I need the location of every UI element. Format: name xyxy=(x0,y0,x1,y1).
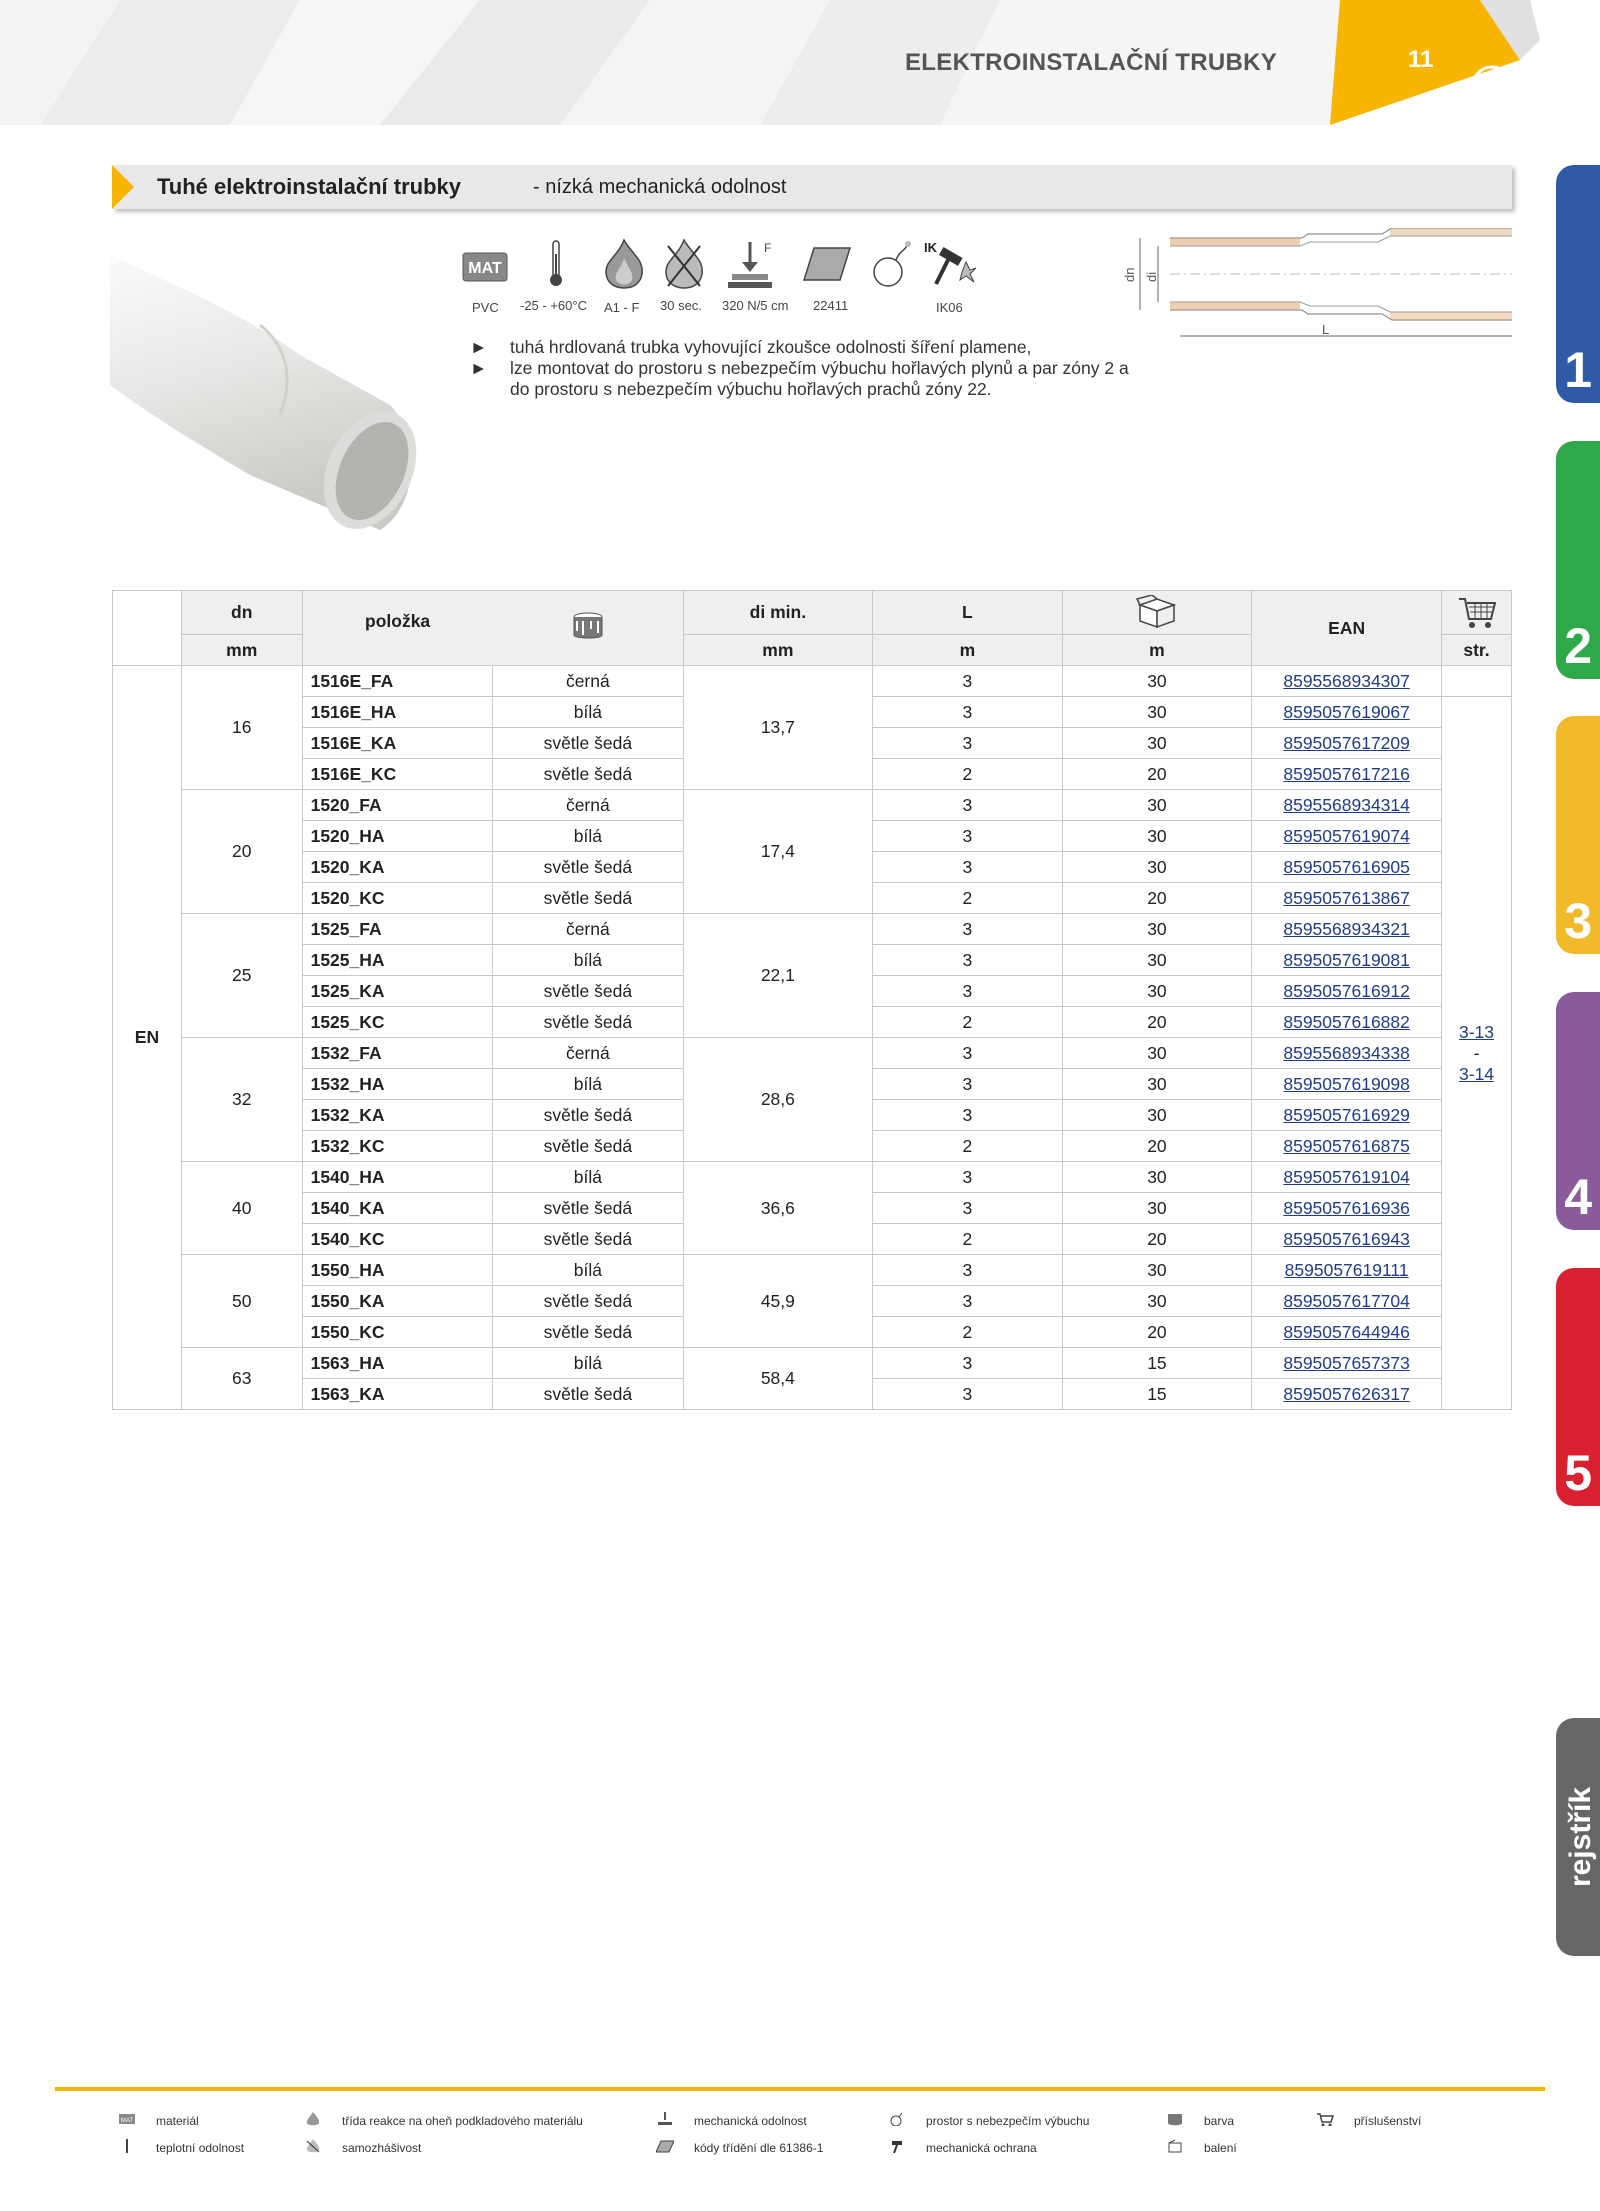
color-cell: světle šedá xyxy=(493,1193,684,1224)
color-cell: světle šedá xyxy=(493,759,684,790)
dn-cell: 50 xyxy=(181,1255,302,1348)
ean-link[interactable]: 8595057617209 xyxy=(1283,732,1410,753)
color-cell: světle šedá xyxy=(493,1224,684,1255)
prop-label-impact: IK06 xyxy=(936,300,963,315)
corner-cell xyxy=(113,591,182,666)
classification-icon xyxy=(802,246,852,284)
ean-link[interactable]: 8595057619098 xyxy=(1283,1073,1410,1094)
ean-link[interactable]: 8595057619081 xyxy=(1283,949,1410,970)
ean-link[interactable]: 8595568934338 xyxy=(1283,1042,1410,1063)
length-cell: 3 xyxy=(873,821,1063,852)
ean-link[interactable]: 8595568934314 xyxy=(1283,794,1410,815)
dn-cell: 16 xyxy=(181,666,302,790)
item-code: 1540_HA xyxy=(302,1162,493,1193)
ean-link[interactable]: 8595057616875 xyxy=(1283,1135,1410,1156)
cart-icon xyxy=(1316,2112,1334,2126)
item-code: 1563_KA xyxy=(302,1379,493,1410)
color-cell: černá xyxy=(493,790,684,821)
self-extinguish-icon xyxy=(304,2139,322,2153)
pack-cell: 20 xyxy=(1062,1224,1252,1255)
item-code: 1532_HA xyxy=(302,1069,493,1100)
ean-link[interactable]: 8595568934307 xyxy=(1283,670,1410,691)
ean-cell xyxy=(1252,1255,1442,1286)
ean-cell xyxy=(1252,1069,1442,1100)
length-cell: 3 xyxy=(873,790,1063,821)
page-header-title: ELEKTROINSTALAČNÍ TRUBKY xyxy=(905,49,1278,76)
length-cell: 3 xyxy=(873,1193,1063,1224)
table-row xyxy=(113,1162,1512,1193)
paint-icon xyxy=(571,611,605,641)
ean-cell xyxy=(1252,945,1442,976)
di-cell: 58,4 xyxy=(683,1348,873,1410)
header-di: di min. xyxy=(683,591,873,635)
table-row xyxy=(113,666,1512,697)
ean-cell xyxy=(1252,1317,1442,1348)
color-cell: bílá xyxy=(493,821,684,852)
length-cell: 3 xyxy=(873,976,1063,1007)
item-code: 1540_KC xyxy=(302,1224,493,1255)
ean-link[interactable]: 8595057644946 xyxy=(1283,1321,1410,1342)
header-L: L xyxy=(873,591,1063,635)
feature-item: ► tuhá hrdlovaná trubka vyhovující zkoušce odolnosti šíření plamene, xyxy=(470,337,1032,357)
mat-icon xyxy=(462,252,508,282)
legend-label: samozhášivost xyxy=(342,2141,422,2155)
feature-list xyxy=(470,337,1150,400)
color-cell: bílá xyxy=(493,1348,684,1379)
table-row xyxy=(113,914,1512,945)
di-cell: 22,1 xyxy=(683,914,873,1038)
prop-label-fire-class: A1 - F xyxy=(604,300,640,315)
color-cell: bílá xyxy=(493,1255,684,1286)
self-extinguish-icon xyxy=(662,238,706,290)
ean-cell xyxy=(1252,1224,1442,1255)
legend-label: prostor s nebezpečím výbuchu xyxy=(926,2114,1090,2128)
tab-chapter-1[interactable]: 1 xyxy=(1556,165,1600,403)
item-code: 1516E_KC xyxy=(302,759,493,790)
dn-cell: 20 xyxy=(181,790,302,914)
pack-cell: 30 xyxy=(1062,728,1252,759)
unit-di: mm xyxy=(683,635,873,666)
length-cell: 3 xyxy=(873,1286,1063,1317)
pack-cell: 30 xyxy=(1062,1100,1252,1131)
svg-text:MAT: MAT xyxy=(468,260,502,277)
color-cell: černá xyxy=(493,914,684,945)
color-cell: bílá xyxy=(493,697,684,728)
unit-pack: m xyxy=(1062,635,1252,666)
hammer-icon xyxy=(922,238,976,290)
compression-icon xyxy=(656,2112,674,2126)
pack-cell: 30 xyxy=(1062,1162,1252,1193)
ean-link[interactable]: 8595057619074 xyxy=(1283,825,1410,846)
length-cell: 3 xyxy=(873,914,1063,945)
feature-item: ► lze montovat do prostoru s nebezpečím výbuchu hořlavých plynů a par zóny 2 a do prostoru s nebezpečím výbuchu hořlavých prachů zóny 22. xyxy=(470,358,1129,399)
color-cell: světle šedá xyxy=(493,1007,684,1038)
pack-cell: 30 xyxy=(1062,1069,1252,1100)
length-cell: 2 xyxy=(873,1317,1063,1348)
product-photo xyxy=(110,245,440,555)
ean-link[interactable]: 8595057613867 xyxy=(1283,887,1410,908)
item-code: 1520_KC xyxy=(302,883,493,914)
prop-label-temperature: -25 - +60°C xyxy=(520,298,587,313)
item-code: 1525_HA xyxy=(302,945,493,976)
pack-cell: 30 xyxy=(1062,945,1252,976)
drawing-label-di: di xyxy=(1144,271,1159,282)
pack-cell: 15 xyxy=(1062,1348,1252,1379)
item-code: 1563_HA xyxy=(302,1348,493,1379)
pack-cell: 30 xyxy=(1062,1255,1252,1286)
bullet-arrow-icon: ► xyxy=(470,337,488,357)
ean-cell xyxy=(1252,1379,1442,1410)
table-body xyxy=(113,666,1512,1410)
flame-icon xyxy=(602,238,646,290)
table-row xyxy=(113,790,1512,821)
color-cell: bílá xyxy=(493,1069,684,1100)
color-cell: světle šedá xyxy=(493,1131,684,1162)
di-cell: 17,4 xyxy=(683,790,873,914)
legend-label: balení xyxy=(1204,2141,1237,2155)
length-cell: 2 xyxy=(873,1224,1063,1255)
svg-text:F: F xyxy=(764,241,772,255)
unit-str: str. xyxy=(1442,635,1512,666)
ean-cell xyxy=(1252,1286,1442,1317)
color-cell: černá xyxy=(493,666,684,697)
item-code: 1550_KA xyxy=(302,1286,493,1317)
header-accessories xyxy=(1442,591,1512,635)
pack-cell: 30 xyxy=(1062,1286,1252,1317)
pack-cell: 30 xyxy=(1062,914,1252,945)
ean-cell xyxy=(1252,914,1442,945)
di-cell: 36,6 xyxy=(683,1162,873,1255)
item-code: 1516E_KA xyxy=(302,728,493,759)
item-code: 1520_KA xyxy=(302,852,493,883)
flame-icon xyxy=(304,2112,322,2126)
str-cell-empty xyxy=(1442,666,1512,697)
ean-link[interactable]: 8595568934321 xyxy=(1283,918,1410,939)
item-code: 1540_KA xyxy=(302,1193,493,1224)
header-item: položka xyxy=(302,591,683,666)
ean-link[interactable]: 8595057617704 xyxy=(1283,1290,1410,1311)
pack-cell: 30 xyxy=(1062,666,1252,697)
legend-label: třída reakce na oheň podkladového materiálu xyxy=(342,2114,583,2128)
item-code: 1550_KC xyxy=(302,1317,493,1348)
svg-text:IK: IK xyxy=(924,240,937,255)
pack-cell: 20 xyxy=(1062,1007,1252,1038)
di-cell: 13,7 xyxy=(683,666,873,790)
length-cell: 3 xyxy=(873,1255,1063,1286)
item-code: 1532_KC xyxy=(302,1131,493,1162)
str-cell xyxy=(1442,697,1512,1410)
ean-link[interactable]: 8595057619067 xyxy=(1283,701,1410,722)
legend-label: příslušenství xyxy=(1354,2114,1422,2128)
compression-icon xyxy=(724,238,776,290)
ean-cell xyxy=(1252,1131,1442,1162)
pack-cell: 30 xyxy=(1062,821,1252,852)
thermometer-icon xyxy=(118,2139,136,2153)
table-row xyxy=(113,1038,1512,1069)
ean-link[interactable]: 8595057619104 xyxy=(1283,1166,1410,1187)
length-cell: 2 xyxy=(873,1007,1063,1038)
section-title: Tuhé elektroinstalační trubky xyxy=(157,174,462,199)
dn-cell: 32 xyxy=(181,1038,302,1162)
ean-cell xyxy=(1252,697,1442,728)
box-icon xyxy=(1166,2139,1184,2153)
length-cell: 3 xyxy=(873,1162,1063,1193)
pack-cell: 30 xyxy=(1062,1193,1252,1224)
legend-label: kódy třídění dle 61386-1 xyxy=(694,2141,824,2155)
table-row xyxy=(113,1348,1512,1379)
unit-L: m xyxy=(873,635,1063,666)
pack-cell: 30 xyxy=(1062,976,1252,1007)
cart-icon xyxy=(1457,595,1497,629)
section-subtitle: - nízká mechanická odolnost xyxy=(533,176,787,198)
ean-link[interactable]: 8595057616912 xyxy=(1283,980,1410,1001)
ean-cell xyxy=(1252,1162,1442,1193)
bomb-icon xyxy=(888,2112,906,2126)
ean-cell xyxy=(1252,790,1442,821)
color-cell: černá xyxy=(493,1038,684,1069)
pack-cell: 20 xyxy=(1062,1131,1252,1162)
prop-label-material: PVC xyxy=(472,300,499,315)
ean-cell xyxy=(1252,1348,1442,1379)
pack-cell: 20 xyxy=(1062,883,1252,914)
pack-cell: 20 xyxy=(1062,1317,1252,1348)
ean-link[interactable]: 8595057617216 xyxy=(1283,763,1410,784)
bullet-arrow-icon: ► xyxy=(470,358,488,378)
technical-drawing xyxy=(1120,228,1512,340)
unit-dn: mm xyxy=(181,635,302,666)
color-cell: světle šedá xyxy=(493,1286,684,1317)
color-cell: světle šedá xyxy=(493,852,684,883)
ean-link[interactable]: 8595057616882 xyxy=(1283,1011,1410,1032)
section-arrow-icon xyxy=(112,165,134,209)
box-icon xyxy=(1136,595,1178,629)
header-dn: dn xyxy=(181,591,302,635)
length-cell: 3 xyxy=(873,728,1063,759)
color-cell: světle šedá xyxy=(493,883,684,914)
table-row xyxy=(113,1255,1512,1286)
length-cell: 2 xyxy=(873,883,1063,914)
di-cell: 28,6 xyxy=(683,1038,873,1162)
ean-link[interactable]: 8595057616929 xyxy=(1283,1104,1410,1125)
length-cell: 3 xyxy=(873,1100,1063,1131)
str-link-to[interactable]: 3-14 xyxy=(1459,1063,1495,1084)
pack-cell: 30 xyxy=(1062,852,1252,883)
length-cell: 3 xyxy=(873,1038,1063,1069)
color-cell: bílá xyxy=(493,1162,684,1193)
item-code: 1516E_FA xyxy=(302,666,493,697)
pack-cell: 20 xyxy=(1062,759,1252,790)
ean-cell xyxy=(1252,1100,1442,1131)
item-code: 1516E_HA xyxy=(302,697,493,728)
svg-text:MAT: MAT xyxy=(120,2118,134,2124)
tab-chapter-3[interactable]: 3 xyxy=(1556,716,1600,954)
ean-link[interactable]: 8595057616905 xyxy=(1283,856,1410,877)
bomb-icon xyxy=(872,240,912,288)
standard-cell: EN xyxy=(113,666,182,1410)
color-cell: světle šedá xyxy=(493,1100,684,1131)
ean-link[interactable]: 8595057657373 xyxy=(1283,1352,1410,1373)
prop-label-compression: 320 N/5 cm xyxy=(722,298,789,313)
item-code: 1520_FA xyxy=(302,790,493,821)
ean-cell xyxy=(1252,821,1442,852)
str-link-from[interactable]: 3-13 xyxy=(1459,1021,1495,1042)
tab-chapter-4[interactable]: 4 xyxy=(1556,992,1600,1230)
property-icons xyxy=(462,238,982,318)
thermometer-icon xyxy=(548,240,564,288)
color-cell: světle šedá xyxy=(493,976,684,1007)
legend-label: mechanická odolnost xyxy=(694,2114,807,2128)
tab-chapter-5[interactable]: 5 xyxy=(1556,1268,1600,1506)
item-code: 1532_KA xyxy=(302,1100,493,1131)
mat-icon xyxy=(118,2112,136,2126)
header-background xyxy=(0,0,1600,125)
dn-cell: 40 xyxy=(181,1162,302,1255)
page-number: 11 xyxy=(1408,46,1434,73)
item-code: 1525_KC xyxy=(302,1007,493,1038)
ean-cell xyxy=(1252,976,1442,1007)
item-code: 1525_KA xyxy=(302,976,493,1007)
di-cell: 45,9 xyxy=(683,1255,873,1348)
footer-line xyxy=(55,2087,1545,2091)
color-cell: světle šedá xyxy=(493,728,684,759)
ean-cell xyxy=(1252,759,1442,790)
length-cell: 3 xyxy=(873,1379,1063,1410)
tab-index[interactable]: rejstřík xyxy=(1556,1718,1600,1956)
header-ean: EAN xyxy=(1252,591,1442,666)
color-cell: světle šedá xyxy=(493,1379,684,1410)
drawing-label-L: L xyxy=(1322,322,1330,337)
classification-icon xyxy=(656,2139,674,2153)
dn-cell: 63 xyxy=(181,1348,302,1410)
legend-label: materiál xyxy=(156,2114,199,2128)
pack-cell: 15 xyxy=(1062,1379,1252,1410)
length-cell: 3 xyxy=(873,1069,1063,1100)
length-cell: 3 xyxy=(873,852,1063,883)
legend-label: teplotní odolnost xyxy=(156,2141,245,2155)
pack-cell: 30 xyxy=(1062,1038,1252,1069)
item-code: 1525_FA xyxy=(302,914,493,945)
prop-label-self-extinguish: 30 sec. xyxy=(660,298,702,313)
hammer-icon xyxy=(888,2139,906,2153)
item-code: 1520_HA xyxy=(302,821,493,852)
item-code: 1550_HA xyxy=(302,1255,493,1286)
ean-link[interactable]: 8595057626317 xyxy=(1283,1383,1410,1404)
dn-cell: 25 xyxy=(181,914,302,1038)
ean-cell xyxy=(1252,1193,1442,1224)
pack-cell: 30 xyxy=(1062,697,1252,728)
paint-icon xyxy=(1166,2112,1184,2126)
header-pack xyxy=(1062,591,1252,635)
color-cell: bílá xyxy=(493,945,684,976)
ean-cell xyxy=(1252,883,1442,914)
length-cell: 3 xyxy=(873,666,1063,697)
product-table xyxy=(112,590,1512,1410)
legend-label: barva xyxy=(1204,2114,1235,2128)
tab-chapter-2[interactable]: 2 xyxy=(1556,441,1600,679)
ean-cell xyxy=(1252,1007,1442,1038)
color-cell: světle šedá xyxy=(493,1317,684,1348)
str-sep: - xyxy=(1473,1042,1480,1063)
length-cell: 3 xyxy=(873,1348,1063,1379)
legend-label: mechanická ochrana xyxy=(926,2141,1037,2155)
ean-cell xyxy=(1252,666,1442,697)
ean-cell xyxy=(1252,728,1442,759)
prop-label-classification: 22411 xyxy=(813,298,849,313)
length-cell: 2 xyxy=(873,759,1063,790)
length-cell: 3 xyxy=(873,945,1063,976)
ean-cell xyxy=(1252,852,1442,883)
ean-link[interactable]: 8595057619111 xyxy=(1284,1259,1409,1280)
ean-link[interactable]: 8595057616943 xyxy=(1283,1228,1410,1249)
pack-cell: 30 xyxy=(1062,790,1252,821)
ean-cell xyxy=(1252,1038,1442,1069)
item-code: 1532_FA xyxy=(302,1038,493,1069)
drawing-label-dn: dn xyxy=(1122,267,1137,282)
ean-link[interactable]: 8595057616936 xyxy=(1283,1197,1410,1218)
length-cell: 2 xyxy=(873,1131,1063,1162)
length-cell: 3 xyxy=(873,697,1063,728)
k-logo-icon xyxy=(1470,64,1514,108)
